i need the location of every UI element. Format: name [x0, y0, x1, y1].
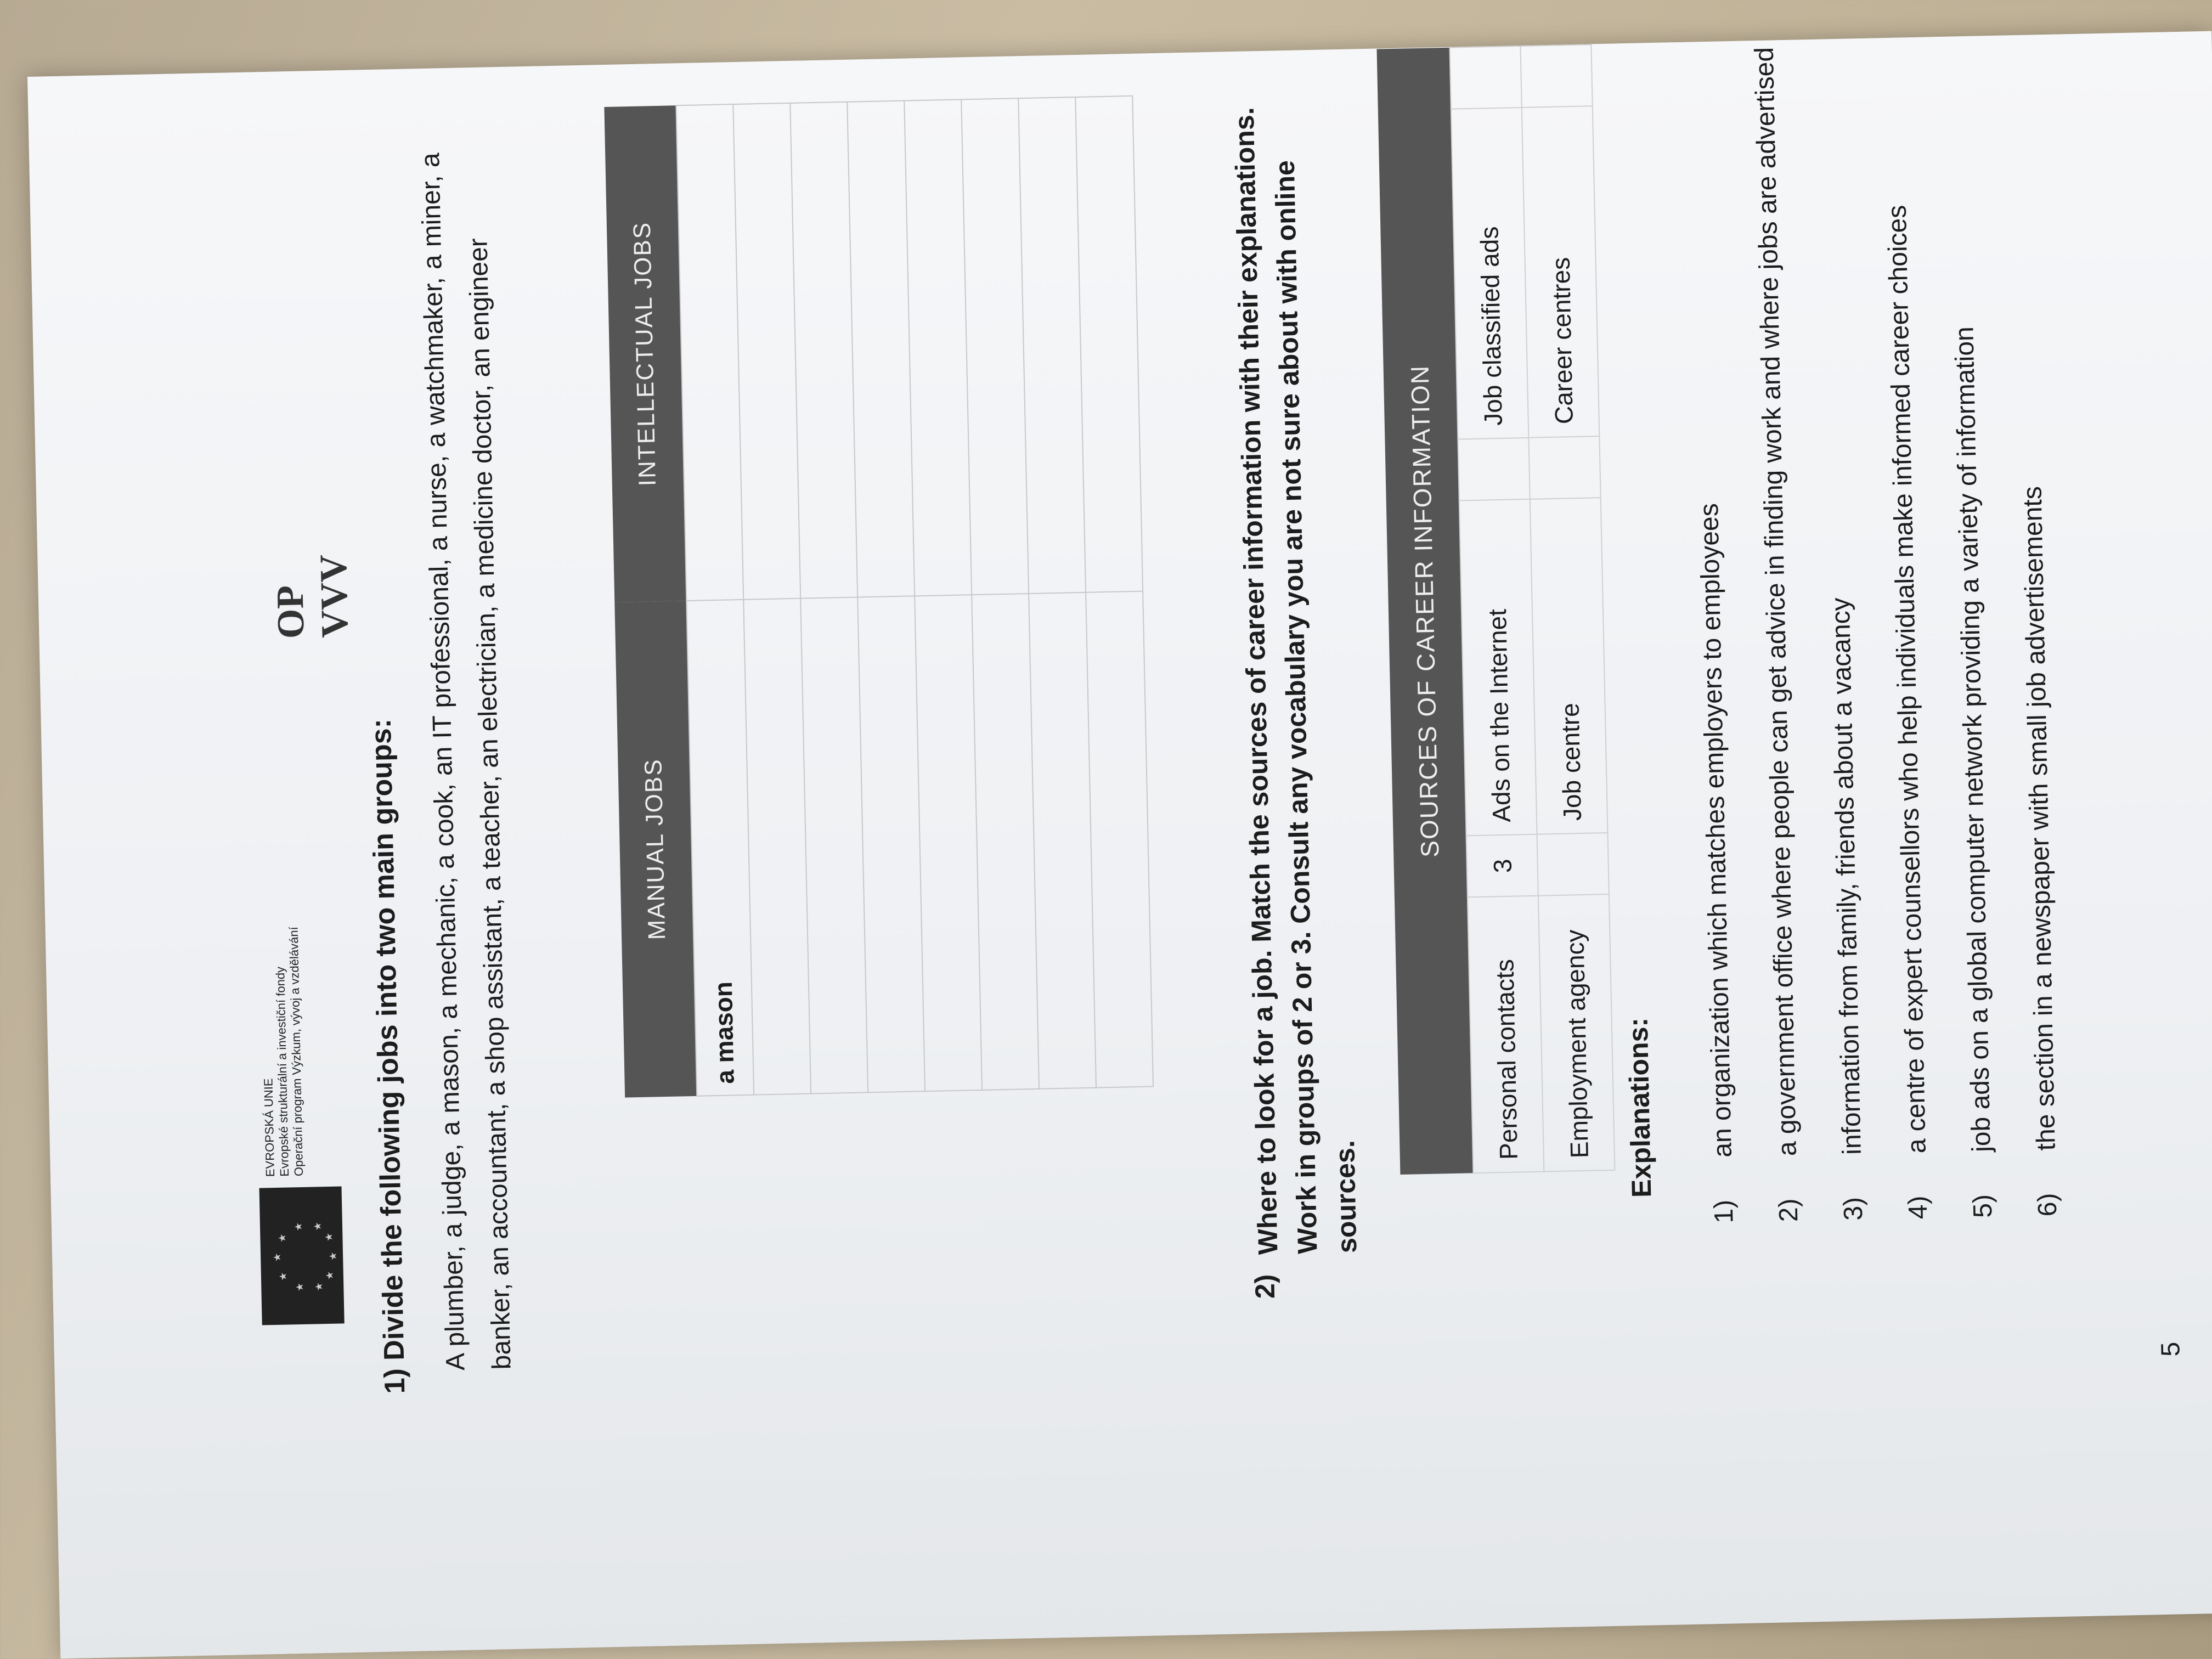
- explanations-list: [1667, 9, 2080, 1224]
- table-cell: [1018, 97, 1086, 594]
- table-cell: [904, 99, 972, 596]
- table-cell: Job classified ads: [1451, 108, 1529, 439]
- item-text: the section in a newspaper with small job advertisements: [2018, 486, 2061, 1151]
- table-cell: a mason: [686, 600, 754, 1096]
- intellectual-jobs-header: INTELLECTUAL JOBS: [604, 105, 686, 602]
- explanations-title: Explanations:: [1622, 1017, 1657, 1198]
- item-number: 4): [1903, 1195, 1933, 1220]
- item-text: information from family, friends about a vacancy: [1826, 597, 1867, 1155]
- question-1-title: 1) Divide the following jobs into two main groups:: [365, 718, 411, 1395]
- item-number: 6): [2033, 1193, 2063, 1217]
- table-cell: [800, 597, 868, 1094]
- answer-cell[interactable]: 3: [1466, 834, 1538, 897]
- item-number: 1): [1709, 1199, 1739, 1224]
- manual-jobs-header: MANUAL JOBS: [614, 601, 697, 1098]
- table-cell: [961, 98, 1029, 595]
- item-text: a centre of expert counsellors who help individuals make informed career choices: [1882, 205, 1932, 1154]
- table-cell: Job centre: [1530, 498, 1608, 834]
- table-cell: [676, 104, 743, 601]
- item-number: 5): [1968, 1194, 1998, 1218]
- table-cell: [972, 594, 1039, 1090]
- eu-line: Evropské strukturální a investiční fondy: [273, 966, 292, 1177]
- table-cell: [915, 595, 982, 1091]
- table-cell: [733, 103, 800, 600]
- answer-cell[interactable]: [1537, 833, 1609, 896]
- eu-line: Operační program Výzkum, vývoj a vzdělávání: [286, 927, 306, 1177]
- sources-table: [1376, 44, 1615, 1175]
- item-number: 2): [1774, 1198, 1804, 1222]
- page-number: 5: [2156, 1341, 2186, 1357]
- document-header: [245, 500, 360, 1325]
- table-cell: [847, 101, 915, 597]
- item-text: a government office where people can get advice in finding work and where jobs are advertised: [1750, 47, 1802, 1156]
- question-2-number: 2): [1249, 1274, 1281, 1299]
- table-cell: [1029, 592, 1096, 1089]
- jobs-table: [604, 95, 1154, 1098]
- eu-line: EVROPSKÁ UNIE: [261, 1078, 278, 1177]
- sources-header: SOURCES OF CAREER INFORMATION: [1376, 48, 1473, 1175]
- answer-cell[interactable]: [1520, 44, 1592, 108]
- table-cell: Ads on the Internet: [1459, 499, 1537, 836]
- table-cell: [1075, 96, 1143, 592]
- question-2-text: Where to look for a job. Match the sources of career information with their explanations. Work in groups of 2 or 3. Consult any vocabulary you are not sure about with online sources.: [1228, 106, 1363, 1255]
- table-cell: [857, 596, 925, 1092]
- table-cell: [790, 102, 857, 599]
- program-logo: OP VVV: [269, 554, 357, 639]
- table-cell: [743, 599, 811, 1095]
- paper-sheet: [27, 31, 2212, 1659]
- table-cell: Personal contacts: [1468, 896, 1544, 1173]
- item-number: 3): [1838, 1197, 1869, 1221]
- answer-cell[interactable]: [1528, 436, 1600, 499]
- answer-cell[interactable]: [1449, 46, 1521, 109]
- item-text: an organization which matches employers to employees: [1694, 503, 1737, 1158]
- answer-cell[interactable]: [1458, 437, 1530, 500]
- item-text: job ads on a global computer network providing a variety of information: [1950, 326, 1996, 1153]
- rotated-page-content: [27, 31, 2212, 1659]
- table-cell: Employment agency: [1538, 894, 1615, 1172]
- eu-funding-text: [258, 927, 307, 1177]
- table-cell: Career centres: [1522, 106, 1600, 437]
- table-cell: [1086, 591, 1153, 1088]
- question-1-job-list: A plumber, a judge, a mason, a mechanic, a cook, an IT professional, a nurse, a watchmaker, a miner, a banker, an accountant, a shop assistant, a teacher, an electrician, a medicine doctor, an engineer: [416, 153, 517, 1371]
- eu-flag-logo: ★ ★ ★ ★ ★ ★ ★ ★ ★ ★: [259, 1186, 345, 1325]
